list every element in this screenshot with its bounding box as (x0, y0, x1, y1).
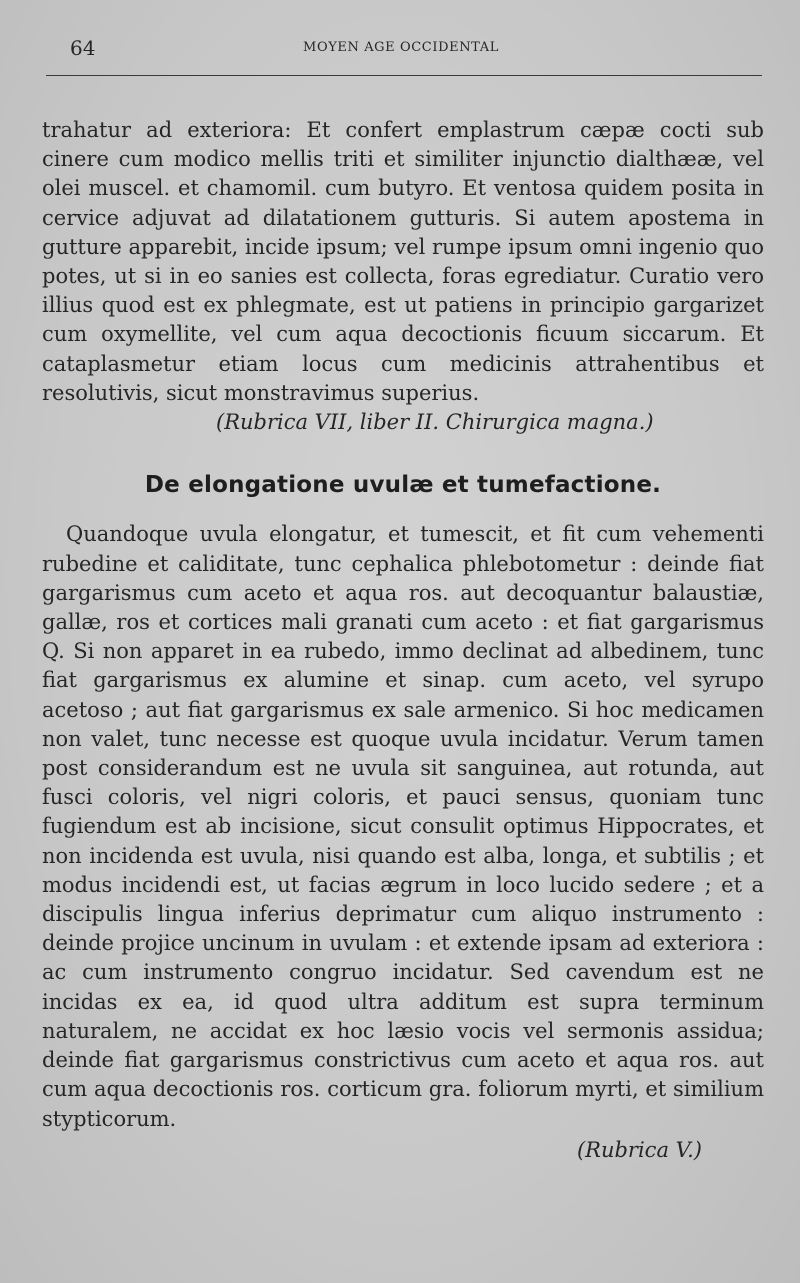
paragraph-continuation: trahatur ad exteriora: Et confert emplastrum cæpæ cocti sub cinere cum modico mellis triti et similiter injunctio dialthææ, vel olei muscel. et chamomil. cum butyro. Et ventosa quidem posita in cervice adjuvat ad dilatationem gutturis. Si autem apostema in gutture apparebit, incide ipsum; vel rumpe ipsum omni ingenio quo potes, ut si in eo sanies est collecta, foras egrediatur. Curatio vero illius quod est ex phlegmate, est ut patiens in principio gargarizet cum oxymellite, vel cum aqua decoctionis ficuum siccarum. Et cataplasmetur etiam locus cum medicinis attrahentibus et resolutivis, sicut monstravimus superius. (42, 118, 764, 405)
section-heading: De elongatione uvulæ et tumefactione. (144, 472, 662, 499)
citation-rubrica-v: (Rubrica V.) (576, 1137, 702, 1162)
page-number: 64 (70, 36, 96, 60)
running-head (62, 36, 740, 60)
header-rule (46, 75, 762, 76)
running-title: MOYEN AGE OCCIDENTAL (303, 40, 499, 55)
page-body (42, 116, 764, 1165)
citation-rubrica-vii: (Rubrica VII, liber II. Chirurgica magna.) (216, 410, 654, 435)
paragraph-uvula: Quandoque uvula elongatur, et tumescit, et fit cum vehementi rubedine et caliditate, tunc cephalica phlebotometur : deinde fiat gargarismus cum aceto et aqua ros. aut decoquantur balaustiæ, gallæ, ros et cortices mali granati cum aceto : et fiat gargarismus Q. Si non apparet in ea rubedo, immo declinat ad albedinem, tunc fiat gargarismus ex alumine et sinap. cum aceto, vel syrupo acetoso ; aut fiat gargarismus ex sale armenico. Si hoc medicamen non valet, tunc necesse est quoque uvula incidatur. Verum tamen post considerandum est ne uvula sit sanguinea, aut rotunda, aut fusci coloris, vel nigri coloris, et pauci sensus, quoniam tunc fugiendum est ab incisione, sicut consulit optimus Hippocrates, et non incidenda est uvula, nisi quando est alba, longa, et subtilis ; et modus incidendi est, ut facias ægrum in loco lucido sedere ; et a discipulis lingua inferius deprimatur cum aliquo instrumento : deinde projice uncinum in uvulam : et extende ipsam ad exteriora : ac cum instrumento congruo incidatur. Sed cavendum est ne incidas ex ea, id quod ultra additum est supra terminum naturalem, ne accidat ex hoc læsio vocis vel sermonis assidua; deinde fiat gargarismus constrictivus cum aceto et aqua ros. aut cum aqua decoctionis ros. corticum gra. foliorum myrti, et similium stypticorum. (42, 522, 764, 1131)
